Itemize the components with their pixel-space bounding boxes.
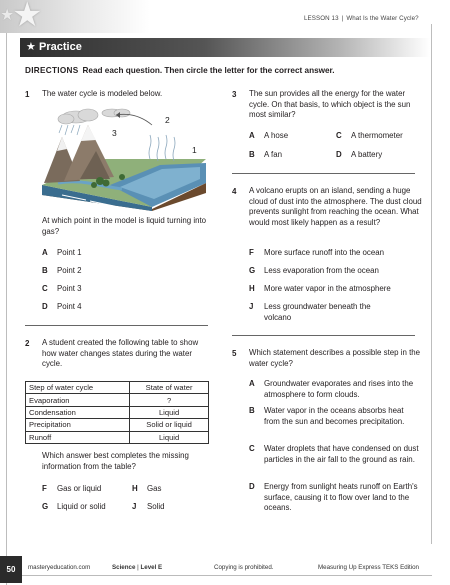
directions-text: Read each question. Then circle the letter for the correct answer. [82,66,335,75]
q3-prompt: The sun provides all the energy for the water cycle. On that basis, to which object is the sun most similar? [249,89,411,120]
q3-option-d[interactable] [336,150,382,159]
diagram-point-2: 2 [165,115,170,125]
option-text: Water vapor in the oceans absorbs heat from the sun and becomes precipitation. [264,406,405,426]
table-cell: ? [130,394,209,406]
table-cell: Evaporation [26,394,130,406]
directions [25,66,335,75]
option-text: Point 2 [57,266,82,275]
option-letter: H [249,284,255,293]
option-letter: C [336,131,342,140]
footer-subject-name: Science [112,564,136,571]
header-separator: | [341,15,344,22]
lesson-topic: What Is the Water Cycle? [346,15,419,22]
option-text: A battery [351,150,383,159]
option-letter: D [249,482,255,491]
option-text: A thermometer [351,131,403,140]
option-text: Less evaporation from the ocean [264,266,379,275]
q2-question: Which answer best completes the missing information from the table? [42,451,189,471]
q1-option-b[interactable] [42,266,82,275]
q4-option-f[interactable] [249,248,384,257]
option-letter: C [42,284,48,293]
option-text: Liquid or solid [57,502,106,511]
footer-subject [112,564,162,571]
q3-number: 3 [232,90,237,99]
q2-option-h[interactable] [132,484,161,493]
q1-prompt: The water cycle is modeled below. [42,89,163,98]
option-letter: J [249,302,254,311]
option-letter: D [336,150,342,159]
footer-copyright: Copying is prohibited. [214,564,274,571]
footer-level: Level E [140,564,163,571]
option-text: Less groundwater beneath the volcano [264,302,371,322]
option-text: Gas [147,484,162,493]
q2-number: 2 [25,339,30,348]
option-text: More surface runoff into the ocean [264,248,385,257]
option-letter: G [249,266,256,275]
table-cell: Solid or liquid [130,419,209,431]
q2-prompt: A student created the following table to show how water changes states during the water cycle. [42,338,199,369]
q3-option-c[interactable] [336,131,403,140]
option-letter: B [249,406,255,415]
q4-number: 4 [232,187,237,196]
q4-option-g[interactable] [249,266,379,275]
q1-question: At which point in the model is liquid turning into gas? [42,216,207,236]
star-icon: ★ [26,41,36,53]
table-row [26,394,209,406]
water-cycle-diagram [40,107,208,212]
divider [232,335,415,336]
divider [232,173,415,174]
option-text: Point 3 [57,284,82,293]
option-letter: B [249,150,255,159]
q5-option-b[interactable] [249,406,421,427]
option-text: A fan [264,150,282,159]
left-margin-rule [6,33,7,585]
q2-option-f[interactable] [42,484,101,493]
q1-option-d[interactable] [42,302,82,311]
footer-edition: Measuring Up Express TEKS Edition [318,564,419,571]
q2-option-j[interactable] [132,502,165,511]
q5-option-d[interactable] [249,482,421,514]
option-letter: F [249,248,254,257]
q1-option-c[interactable] [42,284,82,293]
q1-number: 1 [25,90,30,99]
decorative-star-small-icon: ★ [0,7,15,24]
diagram-point-3: 3 [112,128,117,138]
q1-option-a[interactable] [42,248,82,257]
table-header: State of water [130,382,209,394]
option-letter: A [42,248,48,257]
option-text: Gas or liquid [57,484,102,493]
table-cell: Liquid [130,406,209,418]
option-text: Point 4 [57,302,82,311]
q4-option-j[interactable] [249,302,399,323]
option-letter: G [42,502,49,511]
q5-option-a[interactable] [249,379,421,400]
table-cell: Precipitation [26,419,130,431]
table-cell: Condensation [26,406,130,418]
table-header: Step of water cycle [26,382,130,394]
option-letter: F [42,484,47,493]
option-text: Point 1 [57,248,82,257]
q3-option-a[interactable] [249,131,288,140]
divider [25,325,208,326]
water-state-table [25,381,209,444]
option-text: Energy from sunlight heats runoff on Earth's surface, causing it to flow over land to the oceans. [264,482,418,513]
page-number: 50 [0,556,22,583]
option-letter: H [132,484,138,493]
option-text: A hose [264,131,289,140]
lesson-header [304,15,419,22]
q5-option-c[interactable] [249,444,421,465]
table-row [26,406,209,418]
q3-option-b[interactable] [249,150,282,159]
lesson-number: LESSON 13 [304,15,339,22]
option-letter: J [132,502,137,511]
option-text: Groundwater evaporates and rises into the atmosphere to form clouds. [264,379,414,399]
option-letter: A [249,379,255,388]
diagram-point-4: 4 [71,141,76,151]
option-letter: D [42,302,48,311]
q2-option-g[interactable] [42,502,106,511]
q5-prompt: Which statement describes a possible step in the water cycle? [249,348,421,368]
footer-rule [22,575,432,576]
table-header-row [26,382,209,394]
table-row [26,431,209,443]
right-margin-rule [431,24,432,544]
option-letter: A [249,131,255,140]
option-letter: B [42,266,48,275]
footer-separator: | [137,564,139,571]
option-text: Solid [147,502,165,511]
diagram-point-1: 1 [192,145,197,155]
q4-option-h[interactable] [249,284,391,293]
q4-prompt: A volcano erupts on an island, sending a huge cloud of dust into the atmosphere. The dust cloud prevents sunlight from reaching the ocean. What would most likely happen as a result? [249,186,422,227]
table-cell: Liquid [130,431,209,443]
option-text: More water vapor in the atmosphere [264,284,391,293]
banner-title: Practice [39,41,82,53]
option-letter: C [249,444,255,453]
footer-site: masteryeducation.com [28,564,91,571]
table-row [26,419,209,431]
directions-label: DIRECTIONS [25,66,79,75]
decorative-star-icon: ★ [12,0,43,34]
table-cell: Runoff [26,431,130,443]
option-text: Water droplets that have condensed on dust particles in the air fall to the ground as rain. [264,444,419,464]
q5-number: 5 [232,349,237,358]
